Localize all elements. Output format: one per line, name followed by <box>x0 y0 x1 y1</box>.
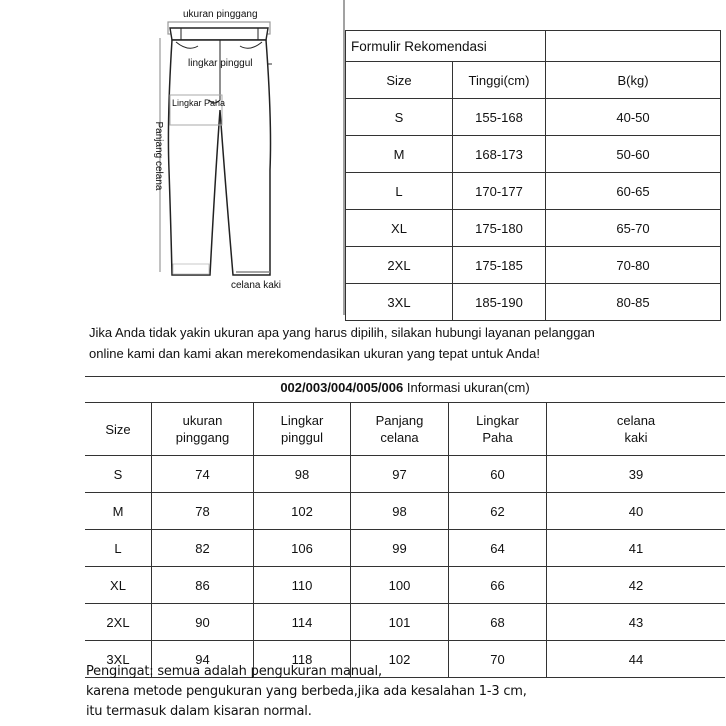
table-row <box>85 493 725 530</box>
leg-opening-cell: 39 <box>547 456 726 493</box>
table-row <box>346 284 721 321</box>
header-waist-line-2: pinggang <box>175 430 230 445</box>
measurement-reminder <box>86 662 706 722</box>
table-row <box>85 530 725 567</box>
height-cell: 175-185 <box>453 247 546 284</box>
waist-cell: 90 <box>152 604 254 641</box>
header-length <box>351 403 449 456</box>
header-leg-opening-line-1: celana <box>616 413 656 428</box>
table-row <box>85 604 725 641</box>
hip-cell: 98 <box>254 456 351 493</box>
length-label: Panjang celana <box>153 121 164 191</box>
hip-cell: 106 <box>254 530 351 567</box>
weight-cell: 60-65 <box>546 173 721 210</box>
recommendation-table <box>345 30 721 321</box>
header-size-label: Size <box>105 421 131 437</box>
leg-opening-cell: 40 <box>547 493 726 530</box>
weight-cell: 65-70 <box>546 210 721 247</box>
size-info-title <box>85 380 725 395</box>
waist-cell: 94 <box>152 641 254 678</box>
reminder-line-1: Pengingat: semua adalah pengukuran manual, <box>86 664 382 679</box>
size-info-title-text: Informasi ukuran(cm) <box>403 380 530 395</box>
length-cell: 98 <box>351 493 449 530</box>
table-row <box>346 136 721 173</box>
size-help-note <box>89 322 689 364</box>
table-row <box>346 247 721 284</box>
thigh-cell: 70 <box>449 641 547 678</box>
weight-cell: 50-60 <box>546 136 721 173</box>
leg-opening-cell: 44 <box>547 641 726 678</box>
size-help-line-2: online kami dan kami akan merekomendasikan ukuran yang tepat untuk Anda! <box>89 346 540 361</box>
thigh-label: Lingkar Paha <box>172 98 226 108</box>
recommendation-title: Formulir Rekomendasi <box>346 31 546 62</box>
leg-opening-cell: 43 <box>547 604 726 641</box>
pants-diagram <box>0 0 345 315</box>
leg-opening-label: celana kaki <box>231 280 282 291</box>
length-cell: 100 <box>351 567 449 604</box>
header-thigh-line-2: Paha <box>482 430 513 445</box>
divider <box>85 376 725 377</box>
height-cell: 175-180 <box>453 210 546 247</box>
header-size <box>85 403 152 456</box>
waist-cell: 78 <box>152 493 254 530</box>
pants-illustration <box>0 0 345 315</box>
weight-cell: 70-80 <box>546 247 721 284</box>
size-cell: 3XL <box>346 284 453 321</box>
size-cell: L <box>346 173 453 210</box>
table-row <box>85 567 725 604</box>
length-cell: 99 <box>351 530 449 567</box>
size-cell: S <box>85 456 152 493</box>
length-cell: 101 <box>351 604 449 641</box>
table-row <box>85 456 725 493</box>
thigh-cell: 66 <box>449 567 547 604</box>
size-cell: M <box>85 493 152 530</box>
height-cell: 168-173 <box>453 136 546 173</box>
header-hip <box>254 403 351 456</box>
header-hip-line-1: Lingkar <box>280 413 324 428</box>
height-cell: 155-168 <box>453 99 546 136</box>
hip-label: lingkar pinggul <box>188 58 253 69</box>
hip-cell: 118 <box>254 641 351 678</box>
recommendation-header-row <box>346 62 721 99</box>
recommendation-title-row <box>346 31 721 62</box>
waist-cell: 82 <box>152 530 254 567</box>
size-help-line-1: Jika Anda tidak yakin ukuran apa yang harus dipilih, silakan hubungi layanan pelanggan <box>89 325 595 340</box>
header-thigh <box>449 403 547 456</box>
hip-cell: 102 <box>254 493 351 530</box>
hip-cell: 110 <box>254 567 351 604</box>
size-cell: M <box>346 136 453 173</box>
header-waist-line-1: ukuran <box>182 413 223 428</box>
waist-cell: 74 <box>152 456 254 493</box>
height-cell: 185-190 <box>453 284 546 321</box>
size-info-table <box>85 402 725 678</box>
weight-cell: 40-50 <box>546 99 721 136</box>
header-height: Tinggi(cm) <box>453 62 546 99</box>
leg-opening-cell: 41 <box>547 530 726 567</box>
header-thigh-line-1: Lingkar <box>476 413 519 428</box>
weight-cell: 80-85 <box>546 284 721 321</box>
length-cell: 97 <box>351 456 449 493</box>
thigh-cell: 62 <box>449 493 547 530</box>
size-cell: XL <box>346 210 453 247</box>
size-cell: 2XL <box>346 247 453 284</box>
waist-label: ukuran pinggang <box>183 9 258 20</box>
size-cell: 3XL <box>85 641 152 678</box>
recommendation-title-empty-cell <box>546 31 721 62</box>
size-cell: L <box>85 530 152 567</box>
size-cell: S <box>346 99 453 136</box>
thigh-cell: 64 <box>449 530 547 567</box>
header-size: Size <box>346 62 453 99</box>
header-waist <box>152 403 254 456</box>
header-leg-opening <box>547 403 726 456</box>
size-cell: 2XL <box>85 604 152 641</box>
header-weight: B(kg) <box>546 62 721 99</box>
header-length-line-1: Panjang <box>375 413 424 428</box>
thigh-cell: 60 <box>449 456 547 493</box>
reminder-line-3: itu termasuk dalam kisaran normal. <box>86 704 312 719</box>
table-row <box>346 99 721 136</box>
header-leg-opening-line-2: kaki <box>624 430 648 445</box>
header-hip-line-2: pinggul <box>281 430 323 445</box>
header-length-line-2: celana <box>380 430 419 445</box>
length-cell: 102 <box>351 641 449 678</box>
height-cell: 170-177 <box>453 173 546 210</box>
model-codes: 002/003/004/005/006 <box>280 380 404 395</box>
reminder-line-2: karena metode pengukuran yang berbeda,jika ada kesalahan 1-3 cm, <box>86 684 527 699</box>
hip-cell: 114 <box>254 604 351 641</box>
size-cell: XL <box>85 567 152 604</box>
waist-cell: 86 <box>152 567 254 604</box>
leg-opening-cell: 42 <box>547 567 726 604</box>
table-row <box>346 210 721 247</box>
size-info-header-row <box>85 403 725 456</box>
thigh-cell: 68 <box>449 604 547 641</box>
table-row <box>346 173 721 210</box>
